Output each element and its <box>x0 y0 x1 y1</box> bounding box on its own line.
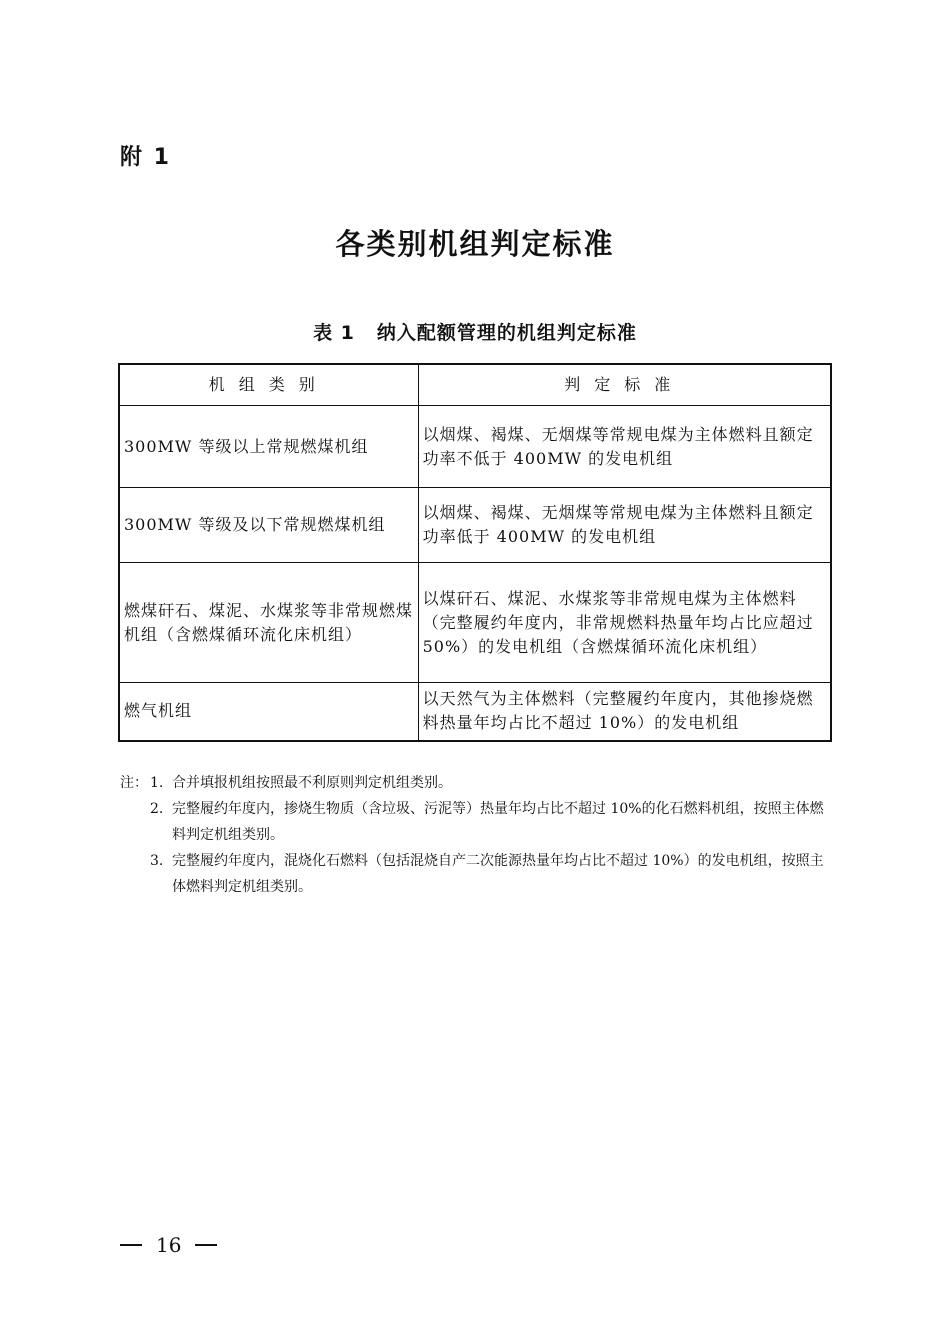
cell-category: 300MW 等级及以下常规燃煤机组 <box>119 488 418 563</box>
cell-category: 300MW 等级以上常规燃煤机组 <box>119 406 418 488</box>
cell-criteria: 以天然气为主体燃料（完整履约年度内，其他掺烧燃料热量年均占比不超过 10%）的发电机组 <box>418 683 831 741</box>
standards-table <box>118 363 832 742</box>
notes-prefix: 注： <box>120 775 148 791</box>
page-footer <box>120 1233 217 1257</box>
notes <box>120 770 832 900</box>
annex-label: 附 1 <box>120 145 171 170</box>
table-row <box>119 488 831 563</box>
note-text: 完整履约年度内，混烧化石燃料（包括混烧自产二次能源热量年均占比不超过 10%）的发电机组，按照主体燃料判定机组类别。 <box>172 853 824 895</box>
cell-criteria: 以烟煤、褐煤、无烟煤等常规电煤为主体燃料且额定功率低于 400MW 的发电机组 <box>418 488 831 563</box>
note-number: 2. <box>150 801 164 817</box>
page-number: 16 <box>156 1233 182 1257</box>
note-item <box>120 796 832 848</box>
header-category: 机组类别 <box>119 364 418 406</box>
cell-criteria: 以煤矸石、煤泥、水煤浆等非常规电煤为主体燃料（完整履约年度内，非常规燃料热量年均占比应超过 50%）的发电机组（含燃煤循环流化床机组） <box>418 563 831 683</box>
cell-category: 燃煤矸石、煤泥、水煤浆等非常规燃煤机组（含燃煤循环流化床机组） <box>119 563 418 683</box>
footer-dash-right <box>195 1244 217 1246</box>
footer-dash-left <box>120 1244 142 1246</box>
table-caption-text: 纳入配额管理的机组判定标准 <box>376 322 637 344</box>
header-criteria: 判定标准 <box>418 364 831 406</box>
table-row <box>119 406 831 488</box>
table-number: 表 1 <box>313 322 355 344</box>
note-text: 合并填报机组按照最不利原则判定机组类别。 <box>172 775 452 791</box>
note-text: 完整履约年度内，掺烧生物质（含垃圾、污泥等）热量年均占比不超过 10%的化石燃料机组，按照主体燃料判定机组类别。 <box>172 801 824 843</box>
cell-criteria: 以烟煤、褐煤、无烟煤等常规电煤为主体燃料且额定功率不低于 400MW 的发电机组 <box>418 406 831 488</box>
note-item <box>120 848 832 900</box>
table-row <box>119 563 831 683</box>
note-number: 1. <box>150 775 164 791</box>
note-number: 3. <box>150 853 164 869</box>
cell-category: 燃气机组 <box>119 683 418 741</box>
table-caption <box>0 318 950 345</box>
document-title: 各类别机组判定标准 <box>335 227 615 261</box>
table-header-row <box>119 364 831 406</box>
table-row <box>119 683 831 741</box>
note-item <box>120 770 832 796</box>
